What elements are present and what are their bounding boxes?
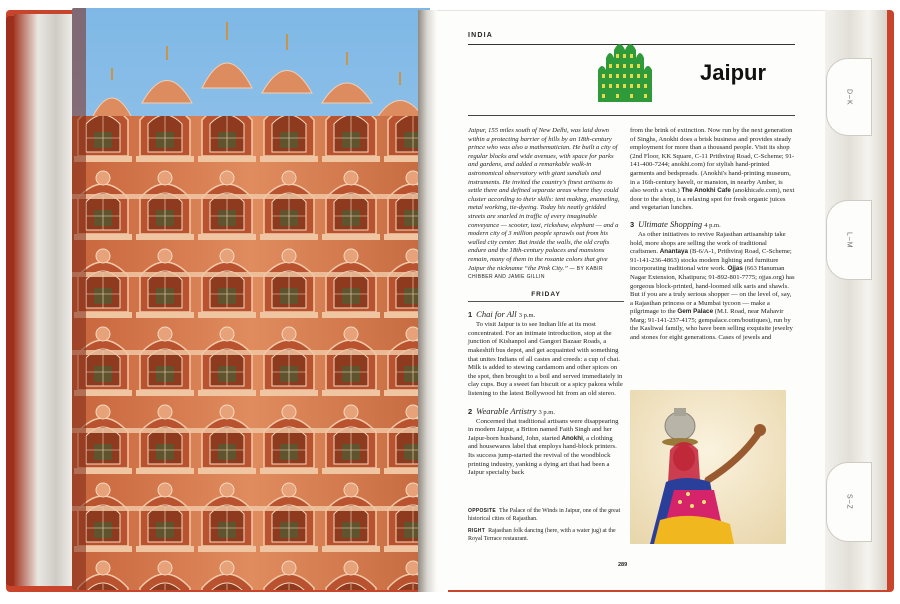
text-span: (M.I. Road, near Mahavir Marg; 91-141-237-4175; gempalace.com/boutiques), run by the Kasliwal family, who have been selling exquisite jewelry and stones for eight generations. Cases of jewels and [630,308,793,342]
thumb-tab-label: L–M [845,231,853,249]
article-column-2 [630,127,795,343]
venue-name: Anantaya [659,248,689,256]
text-span: (anokhicafe.com), next door to the shop, is a relaxing spot for fresh organic juices and vegetarian lunches. [630,187,795,212]
section-3-body [630,231,795,343]
section-number: 1 [468,310,473,320]
day-heading [468,291,624,303]
caption-right [468,528,624,543]
text-span: , a clothing and housewares label that employs hand-block printers. Its success jump-started the revival of the woodblock printing industry, yanking a dying art that had been a Jaipur specialty back [468,434,617,477]
country-label: INDIA [468,32,494,39]
article-column-1 [468,127,624,478]
section-time: 3 p.m. [518,312,536,320]
title-rule [468,115,795,116]
folk-dancer-photo [630,390,786,544]
venue-name: Gem Palace [677,308,714,316]
caption-text: Rajasthan folk dancing (here, with a water jug) at the Royal Terrace restaurant. [468,528,616,542]
intro-paragraph [468,127,624,282]
venue-name: Ojjas [727,265,743,273]
thumb-index-tab-1[interactable] [826,58,872,136]
section-3 [630,219,795,343]
section-3-heading [630,219,795,231]
text-span: (B-6/A-1, Prithviraj Road, C-Scheme; 91-141-236-4863) stocks modern lighting and furniture incorporating traditional wire work. [630,248,792,273]
section-number: 2 [468,406,473,416]
intro-text: Jaipur, 155 miles south of New Delhi, was laid down within a protecting barrier of hills by an 18th-century prince who was also a mathematician. He built a city of regular blocks and wide avenues, with space for parks and gardens, and added a remarkable walk-in astronomical observatory with giant sundials and instruments. He invited the country's finest artisans to settle there and defined separate areas where they could cluster according to their skills: tent making, enameling, metal working, tie-dyeing. Today his neatly gridded streets are snarled in traffic of every imaginable conveyance — scooter, taxi, rickshaw, elephant — and a modern city of 3 million people sprawls out from his walled city center. But inside the walls, the old crafts endure and the 18th-century palaces and mansions remain, many of them in the rosante colors that give Jaipur the nickname “the Pink City.” [468,127,620,272]
venue-name: Anokhi [561,434,583,442]
photo-captions [468,508,624,548]
day-rule [468,301,624,302]
continued-paragraph [630,127,795,213]
section-time: 4 p.m. [704,221,721,229]
thumb-index-tab-2[interactable] [826,200,872,280]
day-label: FRIDAY [531,290,561,298]
city-title: Jaipur [700,60,767,85]
section-number: 3 [630,219,635,229]
section-1-body: To visit Jaipur is to see Indian life at its most concentrated. For an intimate introduction, stop at the junction of Kishanpol and Gangori Bazaar Roads, a makeshift bus depot, and get acquainted with something that unites Indians of all castes and creeds: a cup of chai. Milk is added to stewing cardamom and other spices on the spot, then brought to a boil and served immediately in clay cups. Buy a sweet fan biscuit or a spicy pakora while listening to the latest Bollywood hit from an old stereo. [468,321,623,398]
section-1 [468,309,624,398]
section-2-body [468,418,624,478]
section-time: 3 p.m. [538,408,555,416]
section-title: Chai for All [476,309,517,320]
caption-text: The Palace of the Winds in Jaipur, one of the great historical cities of Rajasthan. [468,508,621,522]
caption-opposite [468,508,624,523]
section-title: Wearable Artistry [476,405,537,416]
text-span: Concerned that traditional artisans were disappearing in modern Jaipur, a Briton named Faith Singh and her Jaipur-born husband, John, started [468,417,619,442]
section-2-heading [468,406,624,418]
text-span: from the brink of extinction. Now run by the next generation of Singhs, Anokhi does a brisk business and provides steady employment for more than a thousand people. Visit its shop (2nd Floor, KK Square, C-11 Prithviraj Road, C-Scheme; 91-141-400-7244; anokhi.com) for stylish hand-printed garments and bedspreads. (Anokhi's hand-printing museum, in a 16th-century haveli, or mansion, in nearby Amber, is also worth a visit.) [630,127,795,195]
hawa-mahal-photo [72,8,430,590]
left-page-stack [14,14,74,586]
caption-label: OPPOSITE [468,508,496,514]
hawa-mahal-emblem-icon [590,40,660,102]
page-number: 289 [618,562,628,568]
section-title: Ultimate Shopping [638,218,703,229]
venue-name: The Anokhi Cafe [681,187,731,195]
caption-label: RIGHT [468,528,486,534]
text-span: As other initiatives to revive Rajasthan artisanship take hold, more shops are selling the work of traditional craftsmen. [630,230,786,256]
thumb-index-tab-3[interactable] [826,462,872,542]
thumb-tab-label: S–Z [845,494,853,510]
text-span: (663 Hanuman Nagar Extension, Khatipura; 91-892-801-7775; ojjas.org) has gorgeous block-printed, hand-loomed silk saris and shawls. But if you are a truly serious shopper — on the level of, say, a Rajasthan princess or a Mumbai tycoon — make a pilgrimage to the [630,265,795,316]
byline: — BY KABIR CHIBBER AND JAMIE GILLIN [468,265,603,281]
section-1-heading [468,309,624,321]
section-2 [468,406,624,478]
thumb-tab-label: D–K [845,88,853,106]
